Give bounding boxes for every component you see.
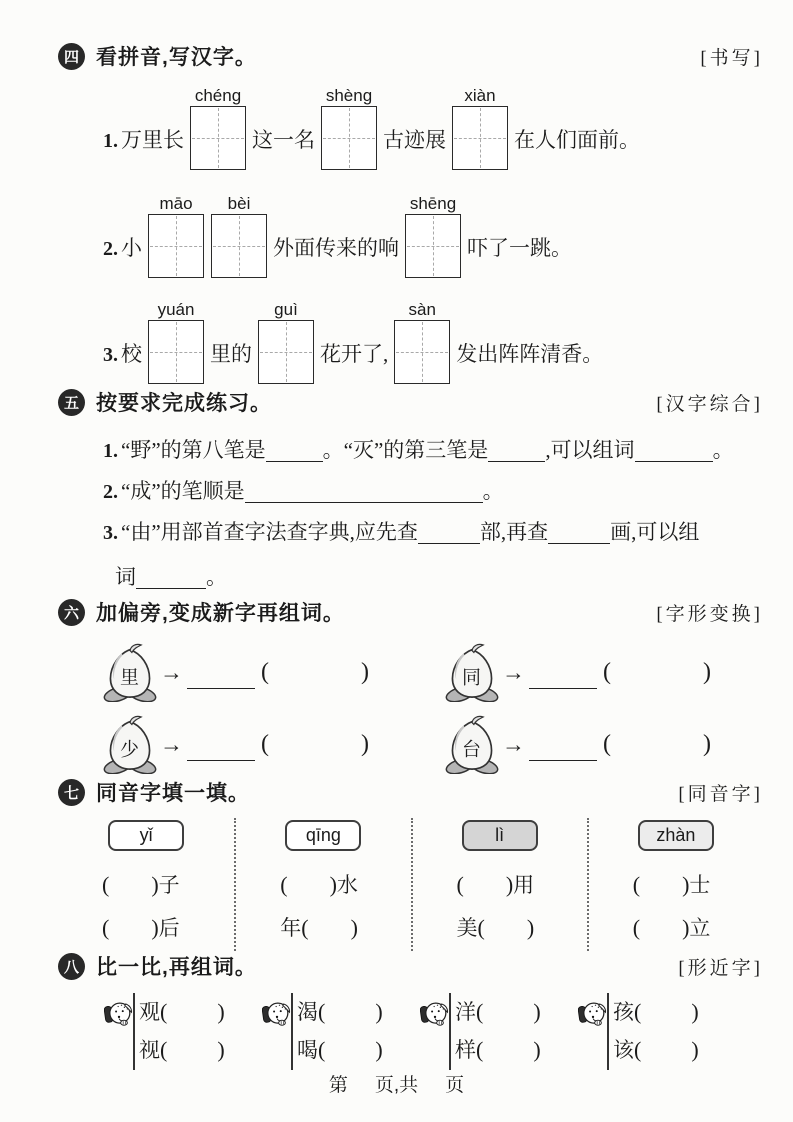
text: 士: [689, 873, 711, 897]
text: 后: [158, 916, 180, 940]
section-number-badge: 六: [58, 599, 85, 626]
paren-close: ): [151, 872, 159, 897]
text: 小: [121, 236, 142, 260]
homophone-row: [102, 912, 234, 939]
paren-open: (: [160, 1037, 168, 1062]
text-segment: 古迹展: [383, 128, 446, 152]
text: 用: [513, 873, 535, 897]
base-character: 里: [119, 667, 139, 689]
blank-line: [136, 568, 206, 589]
section-title: 比一比,再组词。: [96, 956, 257, 979]
homophone-row: [633, 912, 763, 939]
radical-item: [445, 713, 763, 775]
pair-group: [422, 996, 580, 1068]
text-segment: 在人们面前。: [514, 128, 640, 152]
writing-box: [405, 214, 461, 278]
paren-open: (: [632, 915, 641, 940]
homophone-column: [58, 818, 234, 951]
text: ,可以组词: [545, 438, 635, 462]
blank-line: [245, 482, 483, 503]
pair-word: [455, 996, 541, 1026]
pair-word: [139, 996, 225, 1026]
text: 水: [336, 873, 358, 897]
paren-close: ): [703, 730, 711, 757]
pair-group: [106, 996, 264, 1068]
section-header: [58, 952, 763, 980]
text-segment: 里的: [210, 342, 252, 366]
text-segment: [103, 86, 184, 154]
item-number: 1.: [103, 130, 118, 152]
character: 该: [613, 1038, 634, 1062]
character: 喝: [297, 1038, 318, 1062]
radical-item: [103, 641, 445, 703]
radical-item: [445, 641, 763, 703]
text: 子: [158, 873, 180, 897]
pinyin-box: yǐ: [108, 820, 184, 851]
section-number-badge: 八: [58, 953, 85, 980]
homophone-grid: [58, 818, 763, 951]
paren-close: ): [375, 1037, 383, 1062]
section-pinyin-writing: [58, 42, 763, 384]
writing-box-unit: [257, 300, 315, 384]
writing-box: [258, 320, 314, 384]
text-segment: 吓了一跳。: [467, 236, 572, 260]
paren-open: (: [603, 730, 611, 757]
paren-close: ): [691, 999, 699, 1024]
text: 美: [456, 916, 478, 940]
paren-close: ): [526, 915, 535, 940]
pair-word: [613, 996, 699, 1026]
pinyin-label: māo: [159, 194, 193, 213]
pinyin-label: yuán: [157, 300, 195, 319]
blank-line: [548, 523, 610, 544]
character: 视: [139, 1038, 160, 1062]
text: 词: [115, 565, 136, 589]
pair-word: [613, 1034, 699, 1064]
homophone-row: [457, 869, 587, 896]
footer-text: 第: [328, 1075, 348, 1096]
pinyin-line: [103, 194, 763, 278]
text-segment: [103, 194, 142, 262]
item-number: 3.: [103, 344, 118, 366]
radical-item: [103, 713, 445, 775]
text: 年: [280, 916, 302, 940]
section-title: 同音字填一填。: [96, 782, 250, 805]
section-title: 加偏旁,变成新字再组词。: [96, 602, 345, 625]
writing-box: [211, 214, 267, 278]
blank-line: [418, 523, 480, 544]
item-number: 3.: [103, 522, 118, 544]
writing-box: [452, 106, 508, 170]
section-header: [58, 598, 763, 626]
section-homophones: [58, 778, 763, 951]
writing-box-unit: [393, 300, 451, 384]
section-header: [58, 42, 763, 70]
character: 洋: [455, 1000, 476, 1024]
text: 。: [482, 479, 504, 503]
text-segment: 这一名: [252, 128, 315, 152]
writing-box-unit: [404, 194, 462, 278]
pinyin-box: qīng: [285, 820, 361, 851]
writing-box: [148, 320, 204, 384]
section-add-radical: [58, 598, 763, 775]
exercise-line: [103, 435, 763, 466]
pinyin-label: chéng: [194, 86, 242, 105]
text: 部,再查: [479, 520, 549, 544]
radical-grid: [103, 641, 763, 775]
pinyin-label: xiàn: [464, 86, 496, 105]
paren-close: ): [350, 915, 358, 940]
writing-box: [190, 106, 246, 170]
paren-open: (: [476, 999, 484, 1024]
paren-open: (: [456, 872, 464, 897]
paren-close: ): [361, 730, 369, 757]
blank-line: [488, 441, 545, 462]
paren-close: ): [682, 872, 690, 897]
pinyin-box: lì: [462, 820, 538, 851]
arrow-icon: →: [160, 658, 183, 685]
homophone-row: [280, 912, 410, 939]
pair-word: [455, 1034, 541, 1064]
character: 孩: [613, 1000, 634, 1024]
text: 。: [712, 438, 734, 462]
paren-open: (: [634, 1037, 642, 1062]
blank-line: [266, 441, 323, 462]
paren-close: ): [505, 872, 514, 897]
section-number-badge: 五: [58, 389, 85, 416]
homophone-row: [457, 912, 587, 939]
paren-open: (: [280, 872, 288, 897]
pinyin-label: sàn: [408, 300, 436, 319]
pair-group: [580, 996, 738, 1068]
peach-icon: [103, 714, 157, 774]
homophone-row: [102, 869, 234, 896]
paren-close: ): [217, 999, 225, 1024]
pair-word: [297, 996, 383, 1026]
peach-icon: [445, 714, 499, 774]
page-footer: [0, 1070, 793, 1097]
item-number: 2.: [103, 238, 118, 260]
pinyin-label: guì: [274, 300, 298, 319]
paren-open: (: [318, 1037, 326, 1062]
character: 渴: [297, 1000, 318, 1024]
arrow-icon: →: [502, 730, 525, 757]
section-header: [58, 778, 763, 806]
section-similar-characters: [58, 952, 763, 1068]
pair-row: [106, 996, 763, 1068]
text-segment: [103, 300, 142, 368]
paren-close: ): [533, 1037, 541, 1062]
exercise-line: [103, 476, 763, 507]
writing-box: [148, 214, 204, 278]
paren-close: ): [217, 1037, 225, 1062]
text-segment: 花开了,: [320, 342, 389, 366]
homophone-row: [633, 869, 763, 896]
pinyin-label: bèi: [227, 194, 251, 213]
writing-box-unit: [210, 194, 268, 278]
writing-box-unit: [147, 300, 205, 384]
section-tag: [字形变换]: [656, 603, 763, 625]
dog-icon: [104, 999, 134, 1029]
paren-open: (: [634, 999, 642, 1024]
footer-text: 页,共: [374, 1075, 419, 1096]
paren-close: ): [691, 1037, 699, 1062]
homophone-column: [587, 818, 763, 951]
dog-icon: [578, 999, 608, 1029]
pinyin-label: shèng: [325, 86, 373, 105]
arrow-icon: →: [160, 730, 183, 757]
paren-open: (: [603, 658, 611, 685]
paren-open: (: [476, 1037, 484, 1062]
text-segment: 外面传来的响: [273, 236, 399, 260]
blank-line: [187, 655, 255, 689]
dog-icon: [420, 999, 450, 1029]
blank-line: [635, 441, 713, 462]
paren-open: (: [102, 915, 110, 940]
paren-open: (: [160, 999, 168, 1024]
paren-close: ): [682, 915, 690, 940]
item-number: 1.: [103, 440, 118, 462]
text: “野”的第八笔是: [121, 438, 266, 462]
base-character: 少: [119, 739, 139, 761]
paren-open: (: [318, 999, 326, 1024]
arrow-icon: →: [502, 658, 525, 685]
writing-box-unit: [451, 86, 509, 170]
text-segment: 发出阵阵清香。: [456, 342, 604, 366]
section-tag: [汉字综合]: [656, 393, 763, 415]
section-tag: [同音字]: [678, 783, 763, 805]
paren-open: (: [102, 872, 110, 897]
text: 立: [689, 916, 711, 940]
blank-line: [187, 727, 255, 761]
writing-box: [394, 320, 450, 384]
pair-group: [264, 996, 422, 1068]
writing-box-unit: [320, 86, 378, 170]
peach-icon: [445, 642, 499, 702]
section-tag: [形近字]: [678, 957, 763, 979]
character: 样: [455, 1038, 476, 1062]
footer-text: 页: [445, 1075, 465, 1096]
text: 。: [206, 565, 227, 589]
item-number: 2.: [103, 481, 118, 503]
pinyin-box: zhàn: [638, 820, 714, 851]
section-title: 看拼音,写汉字。: [96, 46, 257, 69]
writing-box-unit: [147, 194, 205, 278]
section-exercises: [58, 388, 763, 592]
text: 万里长: [121, 128, 184, 152]
section-tag: [书写]: [700, 47, 763, 69]
dog-icon: [262, 999, 292, 1029]
text: “由”用部首查字法查字典,应先查: [121, 520, 418, 544]
exercise-line: [115, 562, 763, 592]
base-character: 同: [461, 667, 481, 689]
blank-line: [529, 655, 597, 689]
paren-close: ): [375, 999, 383, 1024]
pair-word: [297, 1034, 383, 1064]
homophone-row: [280, 869, 410, 896]
section-title: 按要求完成练习。: [96, 392, 272, 415]
section-number-badge: 七: [58, 779, 85, 806]
paren-open: (: [477, 915, 485, 940]
paren-open: (: [301, 915, 309, 940]
writing-box-unit: [189, 86, 247, 170]
paren-close: ): [533, 999, 541, 1024]
blank-line: [529, 727, 597, 761]
text: 校: [121, 342, 142, 366]
pinyin-line: [103, 86, 763, 170]
base-character: 台: [461, 739, 481, 761]
paren-close: ): [361, 658, 369, 685]
exercise-line: [103, 517, 763, 548]
pair-word: [139, 1034, 225, 1064]
homophone-column: [234, 818, 410, 951]
writing-box: [321, 106, 377, 170]
paren-open: (: [632, 872, 641, 897]
paren-open: (: [261, 730, 269, 757]
peach-icon: [103, 642, 157, 702]
section-number-badge: 四: [58, 43, 85, 70]
character: 观: [139, 1000, 160, 1024]
paren-close: ): [329, 872, 337, 897]
pinyin-line: [103, 300, 763, 384]
section-header: [58, 388, 763, 416]
paren-close: ): [703, 658, 711, 685]
text: 。“灭”的第三笔是: [322, 438, 489, 462]
homophone-column: [411, 818, 587, 951]
paren-open: (: [261, 658, 269, 685]
text: 画,可以组: [610, 520, 700, 544]
text: “成”的笔顺是: [121, 479, 245, 503]
paren-close: ): [151, 915, 159, 940]
pinyin-label: shēng: [409, 194, 457, 213]
